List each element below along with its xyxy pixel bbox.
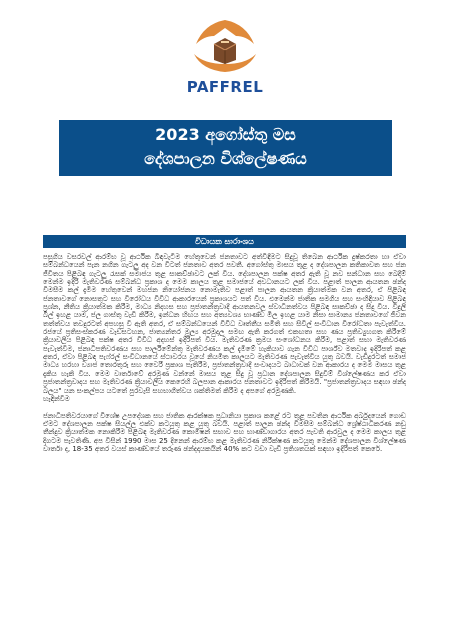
report-title-banner: [59, 120, 392, 176]
paffrel-logo: [168, 14, 282, 106]
report-title-line-1: 2023 අගෝස්තු මස: [155, 125, 296, 144]
body-paragraph-2: ජනාධිපතිවරයාගේ විශේෂ උපදේශක සහ ජාතික ආරක්ෂක ප්‍රධානියා ප්‍රකාශ කළේ රට තුළ පවතින ආර්ථික අර්බුදයෙන් ගොඩ ඒමට දේශපාලන පක්ෂ සියල්ල එක්ව කටයුතු කළ යුතු බවයි. පළාත් පාලන ඡන්ද විමසීම සම්බන්ධ ශ්‍රේෂ්ඨාධිකරණ නඩු තීන්දුව ක්‍රියාත්මක නොකිරීම පිළිබඳ මැතිවරණ කොමිෂන් සභාව සහ භාණ්ඩාගාරය අතර පැවති ආරවුල ද මෙම කාලය තුළ දිගටම පැවතිණි. අප විසින් 1990 මාස 25 දිනෙන් ආරම්භ කළ මැතිවරණ නිරීක්ෂණ කටයුතු මෙන්ම දේශපාලන විශ්ලේෂණ වාර්තා ද, 18-35 අතර වයස් කාණ්ඩයේ තරුණ ඡන්දදායකයින් 40% කට වඩා වැඩි ප්‍රතිශතයක් සඳහා ඉදිරිපත් කෙරේ.: [43, 411, 406, 453]
intro-label: හැඳින්වීම: [43, 394, 70, 403]
hands-holding-ballot-box-icon: [190, 14, 260, 76]
brand-name: PAFFREL: [186, 78, 264, 96]
report-title-line-2: දේශපාලන විශ්ලේෂණය: [144, 149, 307, 168]
body-paragraph-1: පසුගිය වසරවල් ආරම්භ වූ ආර්ථික බිඳවැටීම හේතුවෙන් ජනතාවට අත්විඳීමට සිදුවූ තිබෙන ආර්ථික දුෂ්කරතා හා ඒවා සම්බන්ධයෙන් පැන නගින ගැටලු අද වන විටත් ජනතාව අතර පවතී. අගෝස්තු මාසය තුළ ද දේශපාලන කතිකාවත සහ ජන ජීවිතය පිළිබඳ ගැටලු රැසක් සමාජය තුළ සාකච්ඡාවට ලක් විය. දේශපාලන පක්ෂ අතර ඇති වූ නව සන්ධාන සහ බෙදීම් මෙන්ම ඉදිරි මැතිවරණ සම්බන්ධ ප්‍රකාශ ද මෙම කාලය තුළ සමාජයේ අවධානයට ලක් විය. පළාත් පාලන ආයතන ඡන්ද විමසීම කල් දැමීම හේතුවෙන් මහජන නියෝජනය නොමැතිව පළාත් පාලන ආයතන ක්‍රියාත්මක වන අතර, ඒ පිළිබඳ ජනතාවගේ නොසතුට සහ විරෝධය විවිධ ආකාරයෙන් ප්‍රකාශයට පත් විය. එමෙන්ම ජාතික සමගිය සහ සංහිඳියාව පිළිබඳ ප්‍රශ්න, නීතිය ක්‍රියාත්මක කිරීම, මාධ්‍ය නිදහස සහ ප්‍රජාතන්ත්‍රවාදී ආයතනවල ස්වාධීනත්වය පිළිබඳ සාකච්ඡා ද සිදු විය. විදුලි බිල් ඉහළ යාම, ජල ගාස්තු වැඩි කිරීම, ඉන්ධන හිඟය සහ අත්‍යවශ්‍ය භාණ්ඩ මිල ඉහළ යාම නිසා සාමාන්‍ය ජනතාවගේ ජීවන තත්ත්වය තවදුරටත් අපහසු වී ඇති අතර, ඒ සම්බන්ධයෙන් විවිධ වෘත්තීය සමිති සහ සිවිල් සංවිධාන විරෝධතා පැවැත්වීය. රජයේ ප්‍රතිසංස්කරණ වැඩසටහන, ජාත්‍යන්තර මූල්‍ය අරමුදල සමඟ ඇති කරගත් එකඟතා සහ ණය ප්‍රතිව්‍යුහගත කිරීමේ ක්‍රියාවලිය පිළිබඳ පක්ෂ අතර විවිධ අදහස් ඉදිරිපත් විය. මැතිවරණ ක්‍රමය සංශෝධනය කිරීම, පළාත් සභා මැතිවරණ පැවැත්වීම, ජනාධිපතිවරණය සහ පාර්ලිමේන්තු මැතිවරණය කල් දැමීමේ හැකියාව ගැන විවිධ පාර්ශ්ව මතවාද ඉදිරිපත් කළ අතර, ඒවා පිළිබඳ පැෆ්රල් සංවිධානයේ ස්ථාවරය වූයේ නියමිත කාලයට මැතිවරණ පැවැත්විය යුතු බවයි. වැඩිදුරටත් සමාජ මාධ්‍ය හරහා ව්‍යාජ තොරතුරු සහ වෛරී ප්‍රකාශ පැතිරීම, ප්‍රජාතන්ත්‍රවාදී සංවාදයට බාධාවක් වන ආකාරය ද මෙම මාසය තුළ දැකිය හැකි විය. මෙම වාර්තාවේ අරමුණ වන්නේ මාසය තුළ සිදු වූ ප්‍රධාන දේශපාලන සිදුවීම් විශ්ලේෂණය කර ඒවා ප්‍රජාතන්ත්‍රවාදය සහ මැතිවරණ ක්‍රියාවලිය කෙරෙහි බලපාන ආකාරය ජනතාවට ඉදිරිපත් කිරීමයි. "ප්‍රජාතන්ත්‍රවාදය සඳහා ඡන්ද බලය" යන සංකල්පය යටතේ පුරවැසි සහභාගීත්වය ශක්තිමත් කිරීම ද අපගේ අරමුණකි.: [43, 253, 406, 395]
section-heading: විධායක සාරාංශය: [43, 235, 406, 248]
body-text: [43, 253, 406, 637]
